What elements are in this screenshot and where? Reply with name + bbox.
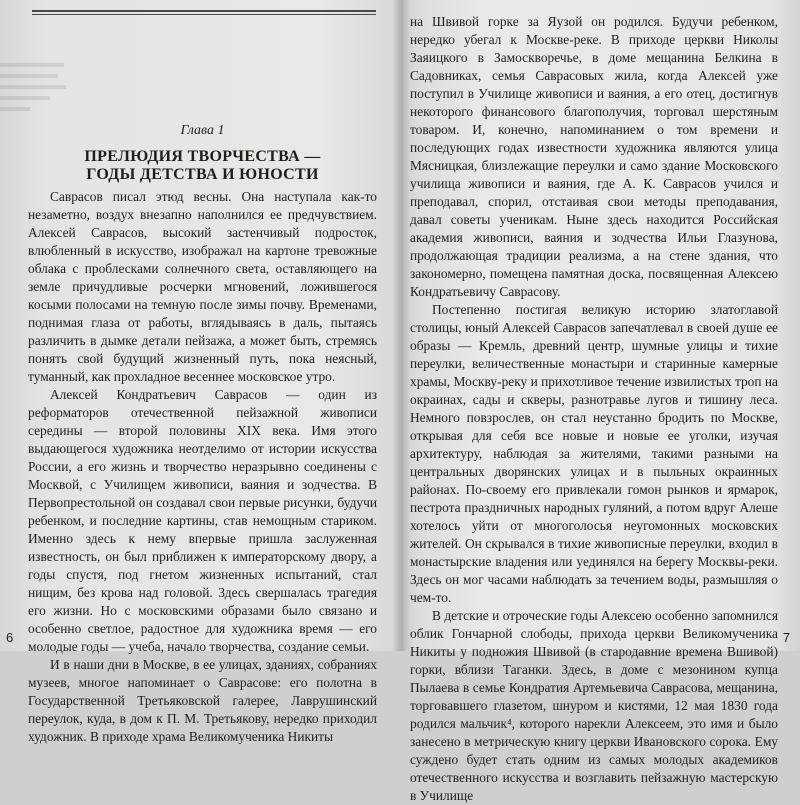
page-number: 7 <box>782 630 790 645</box>
paragraph: Алексей Кондратьевич Саврасов — один из реформаторов отечественной пейзажной живописи середины — второй половины XIX века. Имя этого выдающегося художника неотделимо от истории искусства России, а его жизнь и творчество неразрывно соединены с Москвой, с Училищем живописи, ваяния и зодчества. В Первопрестольной он создавал свои первые рисунки, будучи ребенком, и последние картины, став немощным стариком. Именно здесь к нему впервые пришла заслуженная известность, он был приближен к императорскому двору, а годы спустя, под гнетом жизненных испытаний, стал нищим, без крова над головой. Здесь свершалась трагедия его жизни. Но с московскими образами было связано и особенно светлое, радостное для художника время — его молодые годы — учеба, начало творчества, создание семьи. <box>28 387 377 654</box>
chapter-label: Глава 1 <box>180 123 225 138</box>
top-rule <box>32 10 376 15</box>
left-page <box>0 0 400 744</box>
page-number: 6 <box>6 630 14 645</box>
paragraph: В детские и отроческие годы Алексею особенно запомнился облик Гончарной слободы, прихода церкви Великомученика Никиты у подножия Швивой (в стародавние времена Вшивой) горки, вблизи Таганки. Здесь, в доме с мезонином купца Пылаева в семье Кондратия Артемьевича Саврасова, мещанина, торговавшего глазетом, шнуром и кистями, 12 мая 1830 года родился мальчик⁴, которого нарекли Алексеем, это имя и было занесено в метрическую книгу церкви Ивановского сорока. Ему суждено будет стать одним из самых молодых академиков отечественного искусства и возглавить пейзажную мастерскую в Училище <box>410 608 778 803</box>
paragraph: Саврасов писал этюд весны. Она наступала как-то незаметно, воздух внезапно наполнился ее предчувствием. Алексей Саврасов, высокий застенчивый подросток, влюбленный в искусство, изображал на картоне тревожные облака с проблесками солнечного света, оставляющего на земле причудливые росчерки мгновений, ложившегося косыми полосами на темную после зимы почву. Временами, поднимая глаза от работы, вглядываясь в даль, пытаясь различить в дымке детали пейзажа, а может быть, стремясь понять свой будущий жизненный путь, пока неясный, туманный, как прохладное весеннее московское утро. <box>28 189 377 384</box>
right-column <box>410 13 778 805</box>
paragraph: Постепенно постигая великую историю златоглавой столицы, юный Алексей Саврасов запечатлевал в своей душе ее образы — Кремль, древний центр, шумные улицы и тихие переулки, величественные монастыри и старинные камерные храмы, Москву-реку и прихотливое течение извилистых троп на окраинах, сады и скверы, разнотравье лугов и тишину леса. Немного повзрослев, он стал неустанно бродить по Москве, открывая для себя все новые и новые ее уголки, изучая архитектуру, наблюдая за жителями, такими разными на центральных дворянских улицах и в пыльных окраинных районах. По-своему его привлекали гомон рынков и ярмарок, пестрота праздничных народных гуляний, а потом вдруг Алеше хотелось уйти от многоголосья неугомонных московских жителей. Он скрывался в тихие живописные переулки, входил в монастырские владения или уединялся на берегу Москвы-реки. Здесь он мог часами наблюдать за течением воды, размышляя о чем-то. <box>410 302 778 605</box>
paragraph: на Швивой горке за Яузой он родился. Будучи ребенком, нередко убегал к Москве-реке. В приходе церкви Николы Заяицкого в Замоскворечье, в доме мещанина Белкина в Садовниках, семья Саврасовых жила, когда Алексей уже поступил в Училище живописи и ваяния, а его отец, достигнув некоторого финансового благополучия, торговал шерстяным товаром. И, конечно, напоминанием о том времени и последующих годах известности художника являются улица Мясницкая, близлежащие переулки и само здание Московского училища живописи и ваяния, где А. К. Саврасов учился и преподавал, спорил, отстаивая свои методы преподавания, давал советы ученикам. Ныне здесь находится Российская академия живописи, ваяния и зодчества Ильи Глазунова, продолжающая традиции реализма, а на стене здания, что закономерно, помещена памятная доска, посвященная Алексею Кондратьевичу Саврасову. <box>410 14 778 299</box>
paragraph: И в наши дни в Москве, в ее улицах, зданиях, собраниях музеев, многое напоминает о Саврасове: его полотна в Государственной Третьяковской галерее, Лаврушинский переулок, куда, в дом к П. М. Третьякову, нередко приходил художник. В приходе храма Великомученика Никиты <box>28 657 377 744</box>
left-body <box>28 188 377 746</box>
right-page <box>402 0 800 803</box>
chapter-heading: ПРЕЛЮДИЯ ТВОРЧЕСТВА — ГОДЫ ДЕТСТВА И ЮНОСТИ <box>84 148 321 183</box>
